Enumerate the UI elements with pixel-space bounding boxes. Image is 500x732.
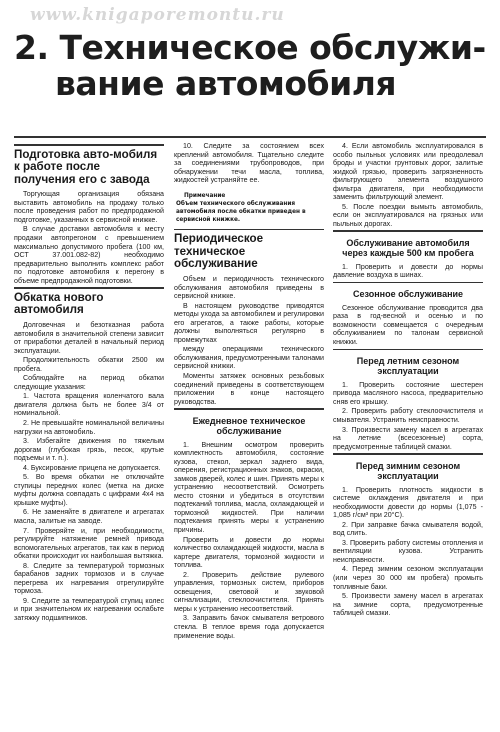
paragraph: Соблюдайте на период обкатки следующие указания: (14, 374, 164, 391)
paragraph: В случае доставки автомобиля к месту продажи автопрегоном с превышением максимально допустимого пробега (100 км, ОСТ 37.001.082-82) необходимо предварительно выполнить комплекс работ по подготовке автомобиля к перегону в объеме предпродажной подготовки. (14, 225, 164, 285)
note-box (174, 191, 324, 223)
heading-periodic: Периодическое техническое обслуживание (174, 232, 264, 271)
list-item: 3. Произвести замену масел в агрегатах на летние (всесезонные) сорта, предусмотренные таблицей смазки. (333, 425, 483, 451)
section-divider (14, 287, 164, 289)
column-2 (174, 142, 324, 641)
column-1 (14, 142, 164, 624)
section-divider (14, 144, 164, 146)
list-item: 2. При заправке бачка смывателя водой, вод слить. (333, 520, 483, 538)
list-item: 10. Следите за состоянием всех креплений автомобиля. Тщательно следите за соединениями трубопроводов, при обнаружении течи масла, топлива, жидкостей устраняйте ее. (174, 142, 324, 185)
list-item: 9. Следите за температурой ступиц колес и при значительном их нагревании ослабьте затяжку подшипников. (14, 596, 164, 623)
heading-seasonal: Сезонное обслуживание (352, 289, 464, 300)
list-item: 1. Проверить состояние шестерен привода масляного насоса, предварительно сняв его крышку. (333, 380, 483, 406)
list-item: 7. Проверяйте и, при необходимости, регулируйте натяжение ремней привода вспомогательных агрегатов, так как в период обкатки происходит их наибольшая вытяжка. (14, 526, 164, 561)
section-divider (174, 229, 324, 231)
paragraph: Торгующая организация обязана выставить автомобиль на продажу только после проведения работ по предпродажной подготовке, указанных в сервисной книжке. (14, 190, 164, 224)
list-item: 1. Внешним осмотром проверить комплектность автомобиля, состояние кузова, стекол, зеркал заднего вида, оперения, регистрационных знаков, окраски, замков дверей, колес и шин. Принять меры к устранению несоответствий. Осмотреть место стоянки и убедиться в отсутствии подтеканий топлива, масла, охлаждающей и тормозной жидкостей. При наличии подтекания принять меры к устранению причины. (174, 440, 324, 534)
list-item: 2. Проверить работу стеклоочистителя и смывателя. Устранить неисправности. (333, 407, 483, 425)
heading-daily: Ежедневное техническое обслуживание (192, 415, 306, 437)
paragraph: Продолжительность обкатки 2500 км пробега. (14, 356, 164, 373)
paragraph: Долговечная и безотказная работа автомобиля в значительной степени зависит от приработки деталей в начальный период эксплуатации. (14, 320, 164, 355)
note-title: Примечание (184, 190, 226, 199)
page-title-line-2: вание автомобиля (55, 64, 397, 103)
list-item: 1. Частота вращения коленчатого вала двигателя должна быть не более 3/4 от номинальной. (14, 392, 164, 418)
list-item: 5. Во время обкатки не отключайте ступицы передних колес (метка на диске муфты должна совпадать с цифрами 4х4 на крышке муфты). (14, 473, 164, 507)
section-divider (174, 408, 324, 410)
heading-winter: Перед зимним сезоном эксплуатации (355, 460, 461, 482)
list-item: 3. Избегайте движения по тяжелым дорогам (глубокая грязь, песок, крутые подъемы и т. п.). (14, 437, 164, 463)
list-item: 2. Проверить действие рулевого управления, тормозных систем, приборов освещения, световой и звуковой сигнализации, стеклоочистителя. Принять меры к устранению несоответствий. (174, 570, 324, 613)
paragraph: Моменты затяжек основных резьбовых соединений приведены в соответствующем приложении в конце настоящего руководства. (174, 372, 324, 406)
section-divider (333, 349, 483, 351)
page-title-line-1: 2. Техническое обслужи- (14, 28, 486, 67)
section-divider (333, 230, 483, 232)
paragraph: Объем и периодичность технического обслуживания автомобиля приведены в сервисной книжке. (174, 275, 324, 301)
note-body: Объем технического обслуживания автомобиля после обкатки приведен в сервисной книжке. (176, 198, 306, 223)
title-divider (14, 136, 486, 138)
paragraph: Проверить и довести до нормы количество охлаждающей жидкости, масла в картере двигателя, тормозной жидкости и топлива. (174, 535, 324, 570)
heading-break-in: Обкатка нового автомобиля (14, 290, 104, 317)
section-divider (333, 453, 483, 455)
page-title (14, 30, 494, 102)
list-item: 3. Проверить работу системы отопления и вентиляции кузова. Устранить неисправности. (333, 538, 483, 564)
list-item: 6. Не заменяйте в двигателе и агрегатах масла, залитые на заводе. (14, 508, 164, 526)
paragraph: между операциями технического обслуживания, предусмотренными талонами сервисной книжки. (174, 345, 324, 371)
section-divider (333, 282, 483, 284)
heading-summer: Перед летним сезоном эксплуатации (356, 356, 460, 377)
list-item: 2. Не превышайте номинальной величины нагрузки на автомобиль. (14, 419, 164, 436)
list-item: 1. Проверить плотность жидкости в системе охлаждения двигателя и при необходимости довести до нормы (1,075 - 1,085 г/см³ при 20°С). (333, 485, 483, 520)
heading-500km: Обслуживание автомобиля через каждые 500 км пробега (342, 237, 474, 259)
list-item: 4. Буксирование прицепа не допускается. (23, 463, 161, 472)
list-item: 5. После поездки вымыть автомобиль, если он эксплуатировался на грязных или пыльных дорогах. (333, 202, 483, 228)
list-item: 3. Заправить бачок смывателя ветрового стекла. В теплое время года допускается применение воды. (174, 614, 324, 640)
list-item: 8. Следите за температурой тормозных барабанов задних тормозов и в случае перегрева их нагревания отрегулируйте тормоза. (14, 561, 164, 596)
list-item: 4. Перед зимним сезоном эксплуатации (или через 30 000 км пробега) промыть топливные баки. (333, 565, 483, 591)
heading-prepare: Подготовка авто-мобиля к работе после получения его с завода (14, 147, 158, 186)
list-item: 1. Проверить и довести до нормы давление воздуха в шинах. (333, 262, 483, 280)
paragraph: В настоящем руководстве приводятся методы ухода за автомобилем и регулировки его агрегатов, а также работы, которые должны выполняться регулярно в промежутках (174, 301, 324, 344)
paragraph: Сезонное обслуживание проводится два раза в год-весной и осенью и по возможности совмещается с очередным обслуживанием по талонам сервисной книжки. (333, 303, 483, 346)
list-item: 4. Если автомобиль эксплуатировался в особо пыльных условиях или преодолевал броды и участки грунтовых дорог, залитые жидкой грязью, проверить загрязненность фильтрующего элемента воздушного фильтра двигателя, при необходимости заменить фильтрующий элемент. (333, 142, 483, 202)
column-3 (333, 142, 483, 619)
watermark: www.knigaporemontu.ru (30, 5, 285, 25)
list-item: 5. Произвести замену масел в агрегатах на зимние сорта, предусмотренные таблицей смазки. (333, 592, 483, 618)
